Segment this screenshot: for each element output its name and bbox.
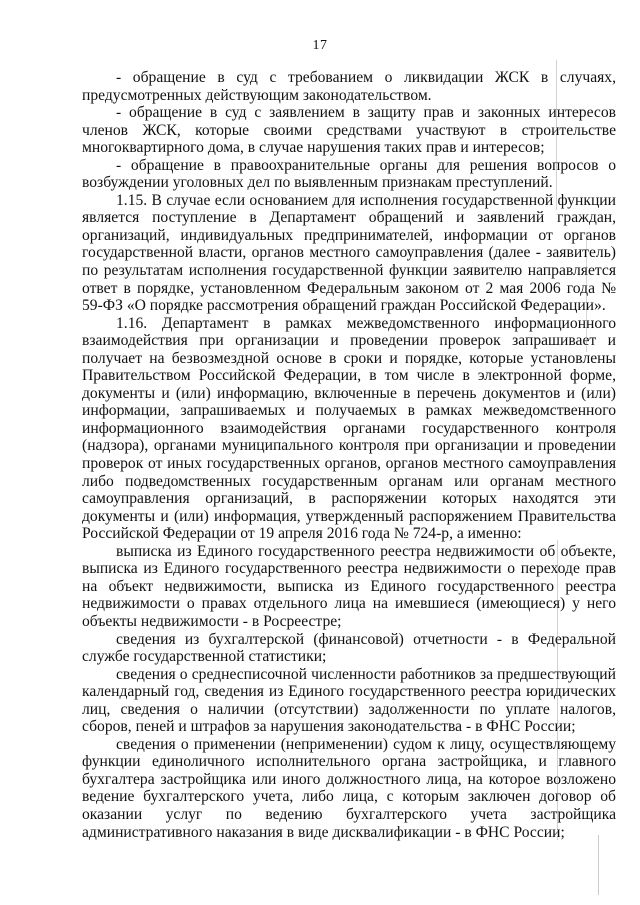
scan-artifact-line: [556, 60, 557, 210]
paragraph-1-16: 1.16. Департамент в рамках межведомственного информационного взаимодействия при организации и проведении проверок запрашивает и получает на безвозмездной основе в сроки и порядке, которые установлены Правительством Российской Федерации, в том числе в электронной форме, документы и (или) информацию, включенные в перечень документов и (или) информации, запрашиваемых и получаемых в рамках межведомственного информационного взаимодействия органами государственного контроля (надзора), органами муниципального контроля при организации и проведении проверок от иных государственных органов, органов местного самоуправления либо подведомственных государственным органам или органам местного самоуправления организаций, в распоряжении которых находятся эти документы и (или) информация, утвержденный распоряжением Правительства Российской Федерации от 19 апреля 2016 года № 724-р, а именно:: [82, 314, 616, 543]
scan-artifact-line: [557, 540, 558, 840]
paragraph-rosreestr-extracts: выписка из Единого государственного реестра недвижимости об объекте, выписка из Единого государственного реестра недвижимости о переходе прав на объект недвижимости, выписка из Единого государственного реестра недвижимости о правах отдельного лица на имевшиеся (имеющиеся) у него объекты недвижимости - в Росреестре;: [82, 542, 616, 630]
paragraph-law-enforcement: - обращение в правоохранительные органы для решения вопросов о возбуждении уголовных дел по выявленным признакам преступлений.: [82, 156, 616, 192]
scan-artifact-line: [598, 835, 599, 895]
paragraph-1-15: 1.15. В случае если основанием для исполнения государственной функции является поступление в Департамент обращений и заявлений граждан, организаций, индивидуальных предпринимателей, информации от органов государственной власти, органов местного самоуправления (далее - заявитель) по результатам исполнения государственной функции заявителю направляется ответ в порядке, установленном Федеральным законом от 2 мая 2006 года № 59-ФЗ «О порядке рассмотрения обращений граждан Российской Федерации».: [82, 191, 616, 315]
document-body: [82, 69, 616, 841]
scan-artifact-line: [586, 232, 587, 352]
paragraph-disqualification-info: сведения о применении (неприменении) судом к лицу, осуществляющему функции единоличного исполнительного органа застройщика, и главного бухгалтера застройщика или иного должностного лица, на которое возложено ведение бухгалтерского учета, либо лица, с которым заключен договор об оказании услуг по ведению бухгалтерского учета застройщика административного наказания в виде дисквалификации - в ФНС России;: [82, 735, 616, 841]
page-number: 17: [312, 38, 328, 53]
paragraph-fns-information: сведения о среднесписочной численности работников за предшествующий календарный год, сведения из Единого государственного реестра юридических лиц, сведения о наличии (отсутствии) задолженности по уплате налогов, сборов, пеней и штрафов за нарушения законодательства - в ФНС России;: [82, 665, 616, 736]
paragraph-protection-lawsuit: - обращение в суд с заявлением в защиту прав и законных интересов членов ЖСК, которые своими средствами участвуют в строительстве многоквартирного дома, в случае нарушения таких прав и интересов;: [82, 104, 616, 157]
paragraph-accounting-statements: сведения из бухгалтерской (финансовой) отчетности - в Федеральной службе государственной статистики;: [82, 630, 616, 666]
paragraph-liquidation-lawsuit: - обращение в суд с требованием о ликвидации ЖСК в случаях, предусмотренных действующим законодательством.: [82, 69, 616, 104]
